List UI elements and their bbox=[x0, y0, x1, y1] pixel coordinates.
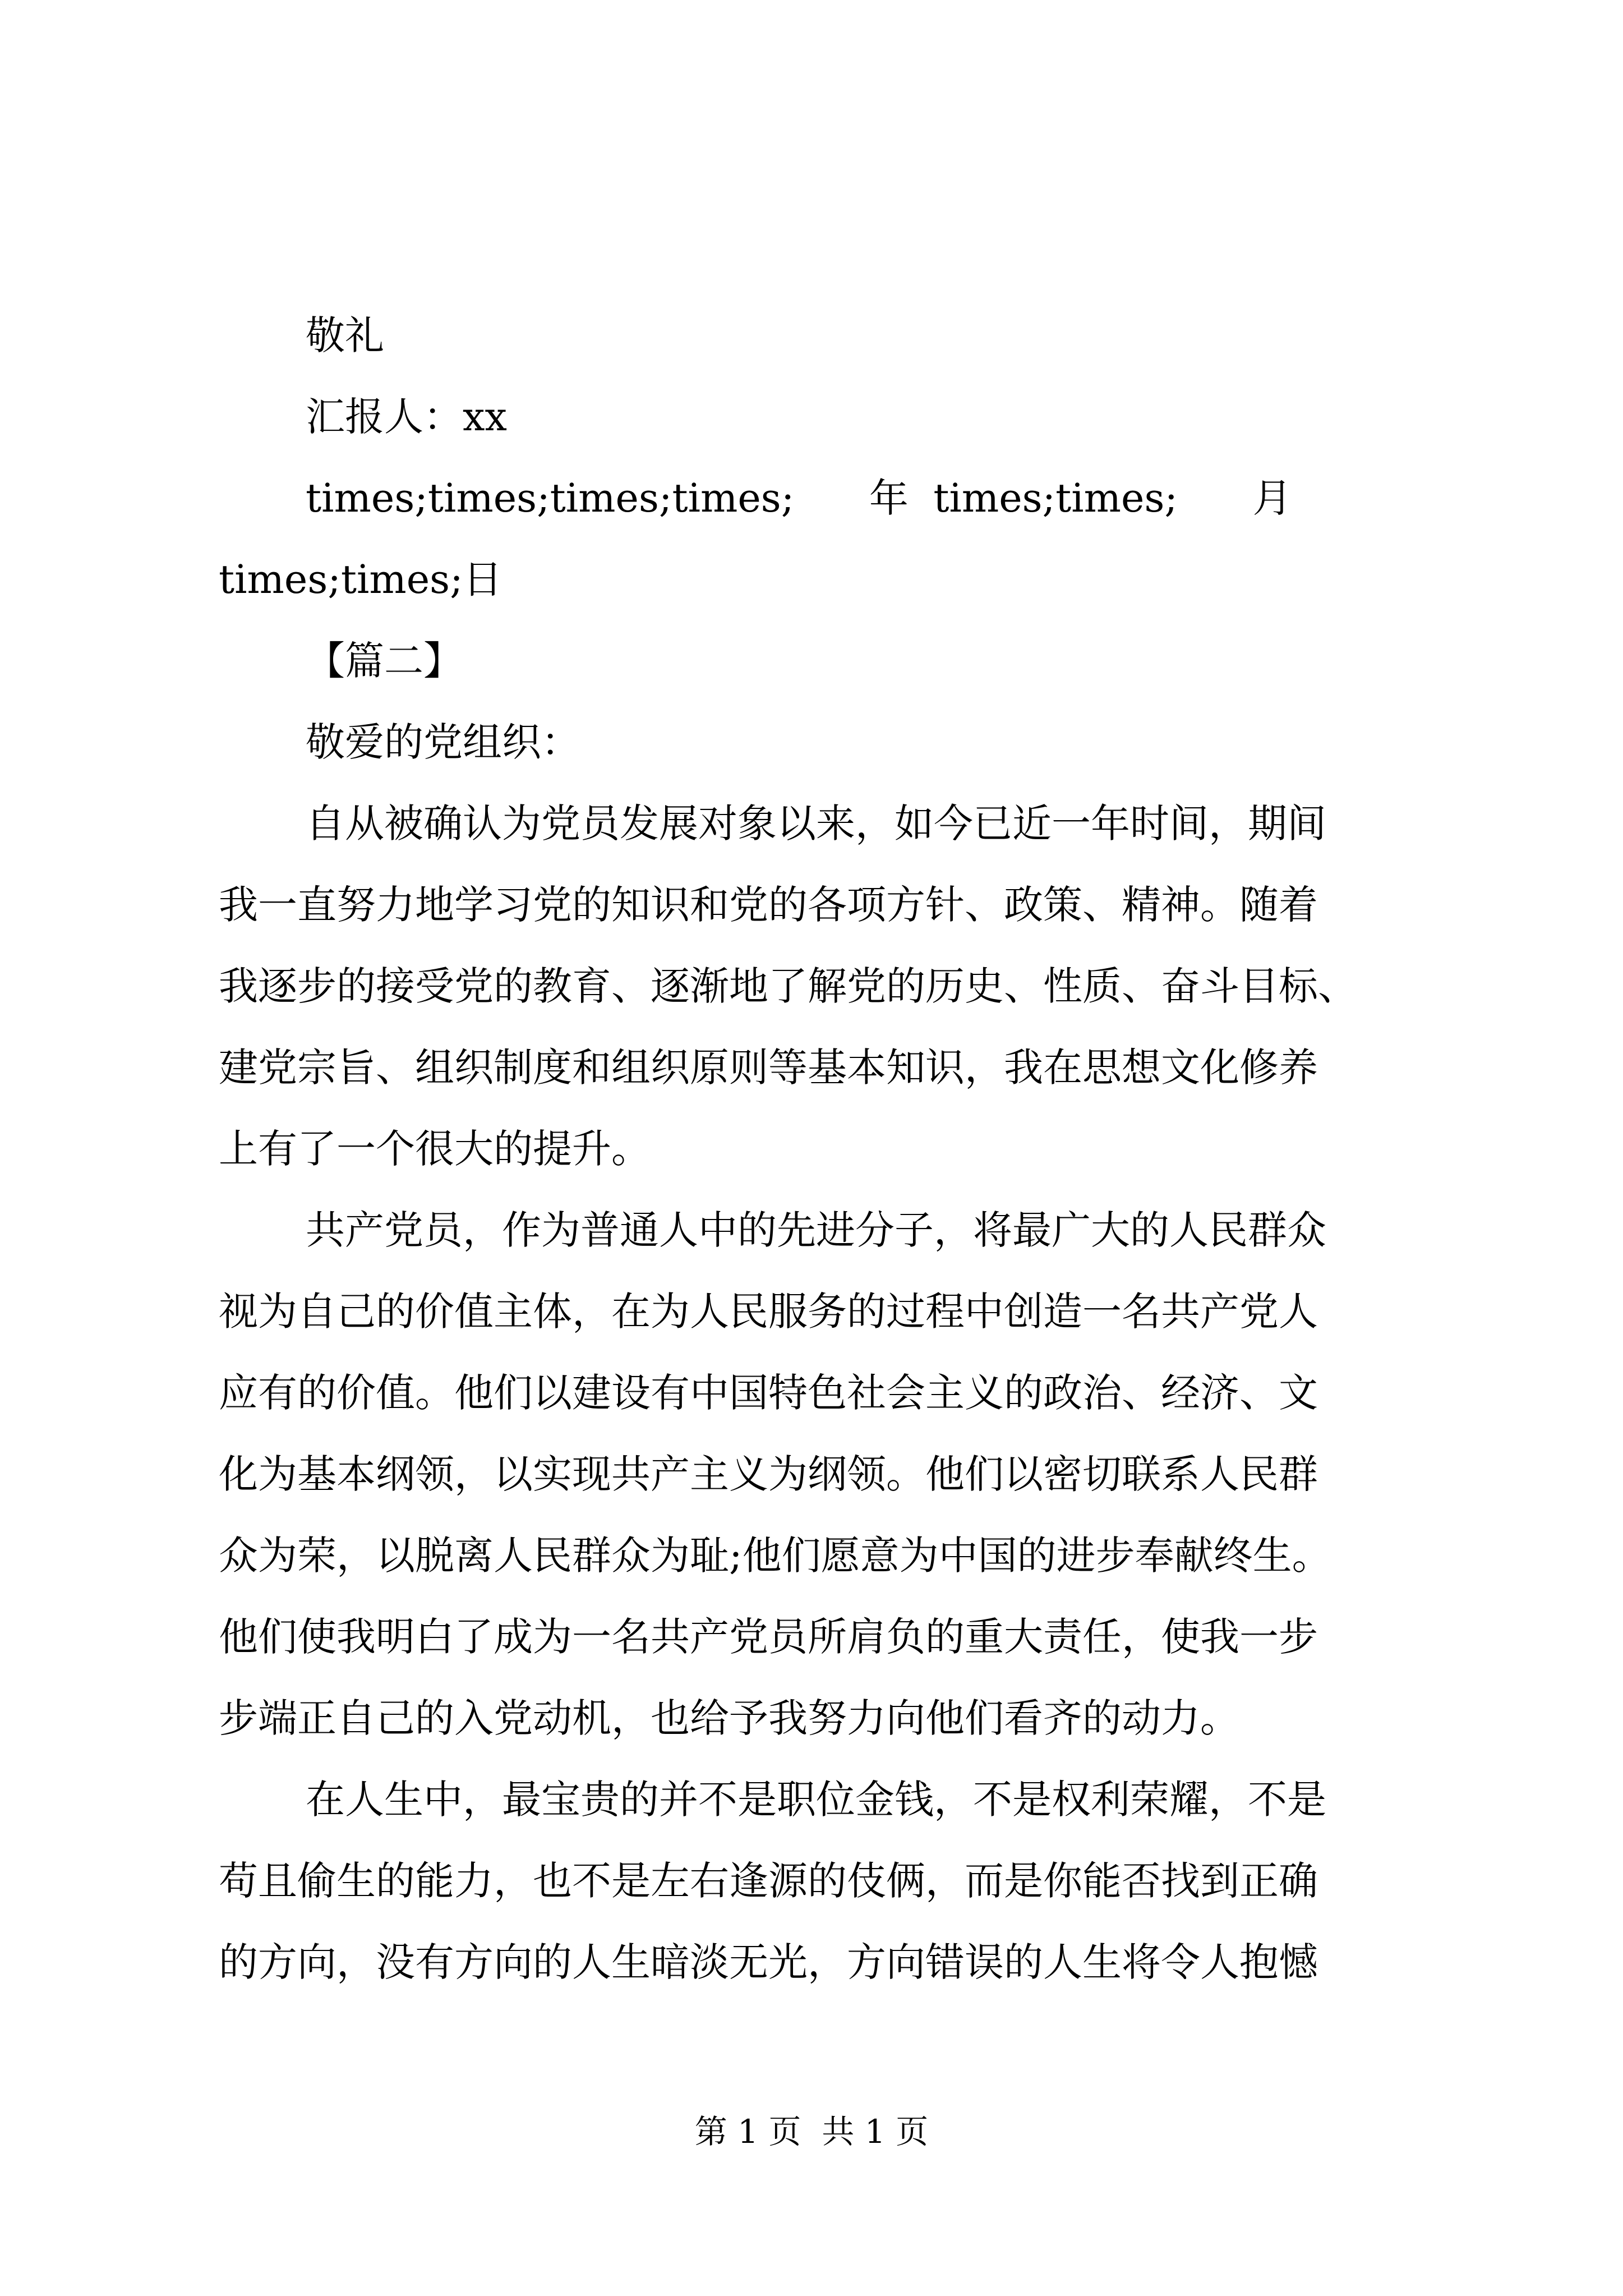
paragraph-line: 应有的价值。他们以建设有中国特色社会主义的政治、经济、文 bbox=[219, 1370, 1318, 1416]
date-line: times;times;times;times; 年 times;times; 月 bbox=[306, 475, 1292, 521]
paragraph-line: 的方向，没有方向的人生暗淡无光，方向错误的人生将令人抱憾 bbox=[219, 1939, 1318, 1985]
paragraph-line: 他们使我明白了成为一名共产党员所肩负的重大责任，使我一步 bbox=[219, 1614, 1318, 1660]
paragraph-line: 建党宗旨、组织制度和组织原则等基本知识，我在思想文化修养 bbox=[219, 1045, 1318, 1091]
closing-salute: 敬礼 bbox=[306, 312, 384, 358]
paragraph-line: 共产党员，作为普通人中的先进分子，将最广大的人民群众 bbox=[306, 1207, 1326, 1253]
paragraph-line: 众为荣，以脱离人民群众为耻;他们愿意为中国的进步奉献终生。 bbox=[219, 1533, 1331, 1579]
date-line-continued: times;times;日 bbox=[219, 556, 502, 602]
paragraph-line: 我一直努力地学习党的知识和党的各项方针、政策、精神。随着 bbox=[219, 882, 1318, 928]
section-heading: 【篇二】 bbox=[306, 638, 463, 684]
reporter-line: 汇报人：xx bbox=[306, 394, 507, 440]
paragraph-line: 苟且偷生的能力，也不是左右逢源的伎俩，而是你能否找到正确 bbox=[219, 1858, 1318, 1904]
paragraph-line: 上有了一个很大的提升。 bbox=[219, 1126, 651, 1172]
salutation: 敬爱的党组织： bbox=[306, 719, 580, 765]
paragraph-line: 视为自己的价值主体，在为人民服务的过程中创造一名共产党人 bbox=[219, 1289, 1318, 1335]
paragraph-line: 步端正自己的入党动机，也给予我努力向他们看齐的动力。 bbox=[219, 1695, 1239, 1741]
paragraph-line: 化为基本纲领，以实现共产主义为纲领。他们以密切联系人民群 bbox=[219, 1451, 1318, 1497]
paragraph-line: 我逐步的接受党的教育、逐渐地了解党的历史、性质、奋斗目标、 bbox=[219, 963, 1357, 1009]
paragraph-line: 自从被确认为党员发展对象以来，如今已近一年时间，期间 bbox=[306, 800, 1326, 846]
page-footer: 第 1 页 共 1 页 bbox=[694, 2113, 929, 2151]
paragraph-line: 在人生中，最宝贵的并不是职位金钱，不是权利荣耀，不是 bbox=[306, 1777, 1326, 1823]
